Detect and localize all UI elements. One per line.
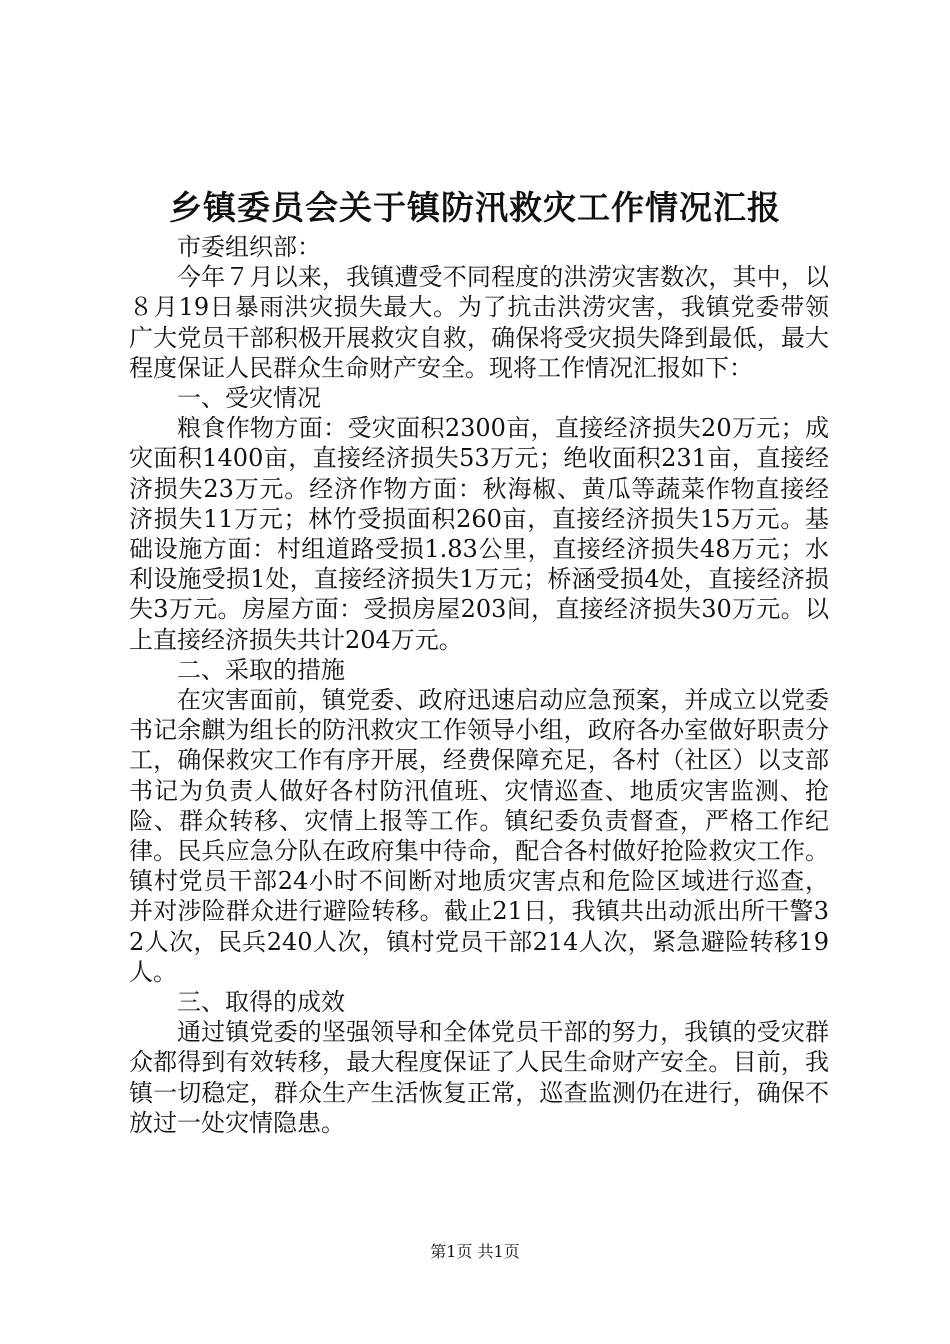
section-heading-results: 三、取得的成效 xyxy=(177,988,345,1017)
section-body-measures: 在灾害面前，镇党委、政府迅速启动应急预案，并成立以党委书记余麒为组长的防汛救灾工作领导小组，政府各办室做好职责分工，确保救灾工作有序开展，经费保障充足，各村（社区）以支部书记为负责人做好各村防汛值班、灾情巡查、地质灾害监测、抢险、群众转移、灾情上报等工作。镇纪委负责督查，严格工作纪律。民兵应急分队在政府集中待命，配合各村做好抢险救灾工作。镇村党员干部24小时不间断对地质灾害点和危险区域进行巡查，并对涉险群众进行避险转移。截止21日，我镇共出动派出所干警32人次，民兵240人次，镇村党员干部214人次，紧急避险转移19人。 xyxy=(129,686,829,986)
section-body-results: 通过镇党委的坚强领导和全体党员干部的努力，我镇的受灾群众都得到有效转移，最大程度保证了人民生命财产安全。目前，我镇一切稳定，群众生产生活恢复正常，巡查监测仍在进行，确保不放过一处灾情隐患。 xyxy=(129,1018,829,1137)
document-title: 乡镇委员会关于镇防汛救灾工作情况汇报 xyxy=(169,188,781,227)
section-heading-damage: 一、受灾情况 xyxy=(177,384,321,413)
salutation: 市委组织部： xyxy=(177,233,321,261)
page-footer: 第1页 共1页 xyxy=(430,1242,520,1261)
intro-paragraph: 今年７月以来，我镇遭受不同程度的洪涝灾害数次，其中，以８月19日暴雨洪灾损失最大。为了抗击洪涝灾害，我镇党委带领广大党员干部积极开展救灾自救，确保将受灾损失降到最低，最大程度保证人民群众生命财产安全。现将工作情况汇报如下： xyxy=(129,263,829,382)
section-body-damage: 粮食作物方面：受灾面积2300亩，直接经济损失20万元；成灾面积1400亩，直接经济损失53万元；绝收面积231亩，直接经济损失23万元。经济作物方面：秋海椒、黄瓜等蔬菜作物直接经济损失11万元；林竹受损面积260亩，直接经济损失15万元。基础设施方面：村组道路受损1.83公里，直接经济损失48万元；水利设施受损1处，直接经济损失1万元；桥涵受损4处，直接经济损失3万元。房屋方面：受损房屋203间，直接经济损失30万元。以上直接经济损失共计204万元。 xyxy=(129,414,829,654)
document-body xyxy=(129,232,829,1138)
section-heading-measures: 二、采取的措施 xyxy=(177,655,345,684)
